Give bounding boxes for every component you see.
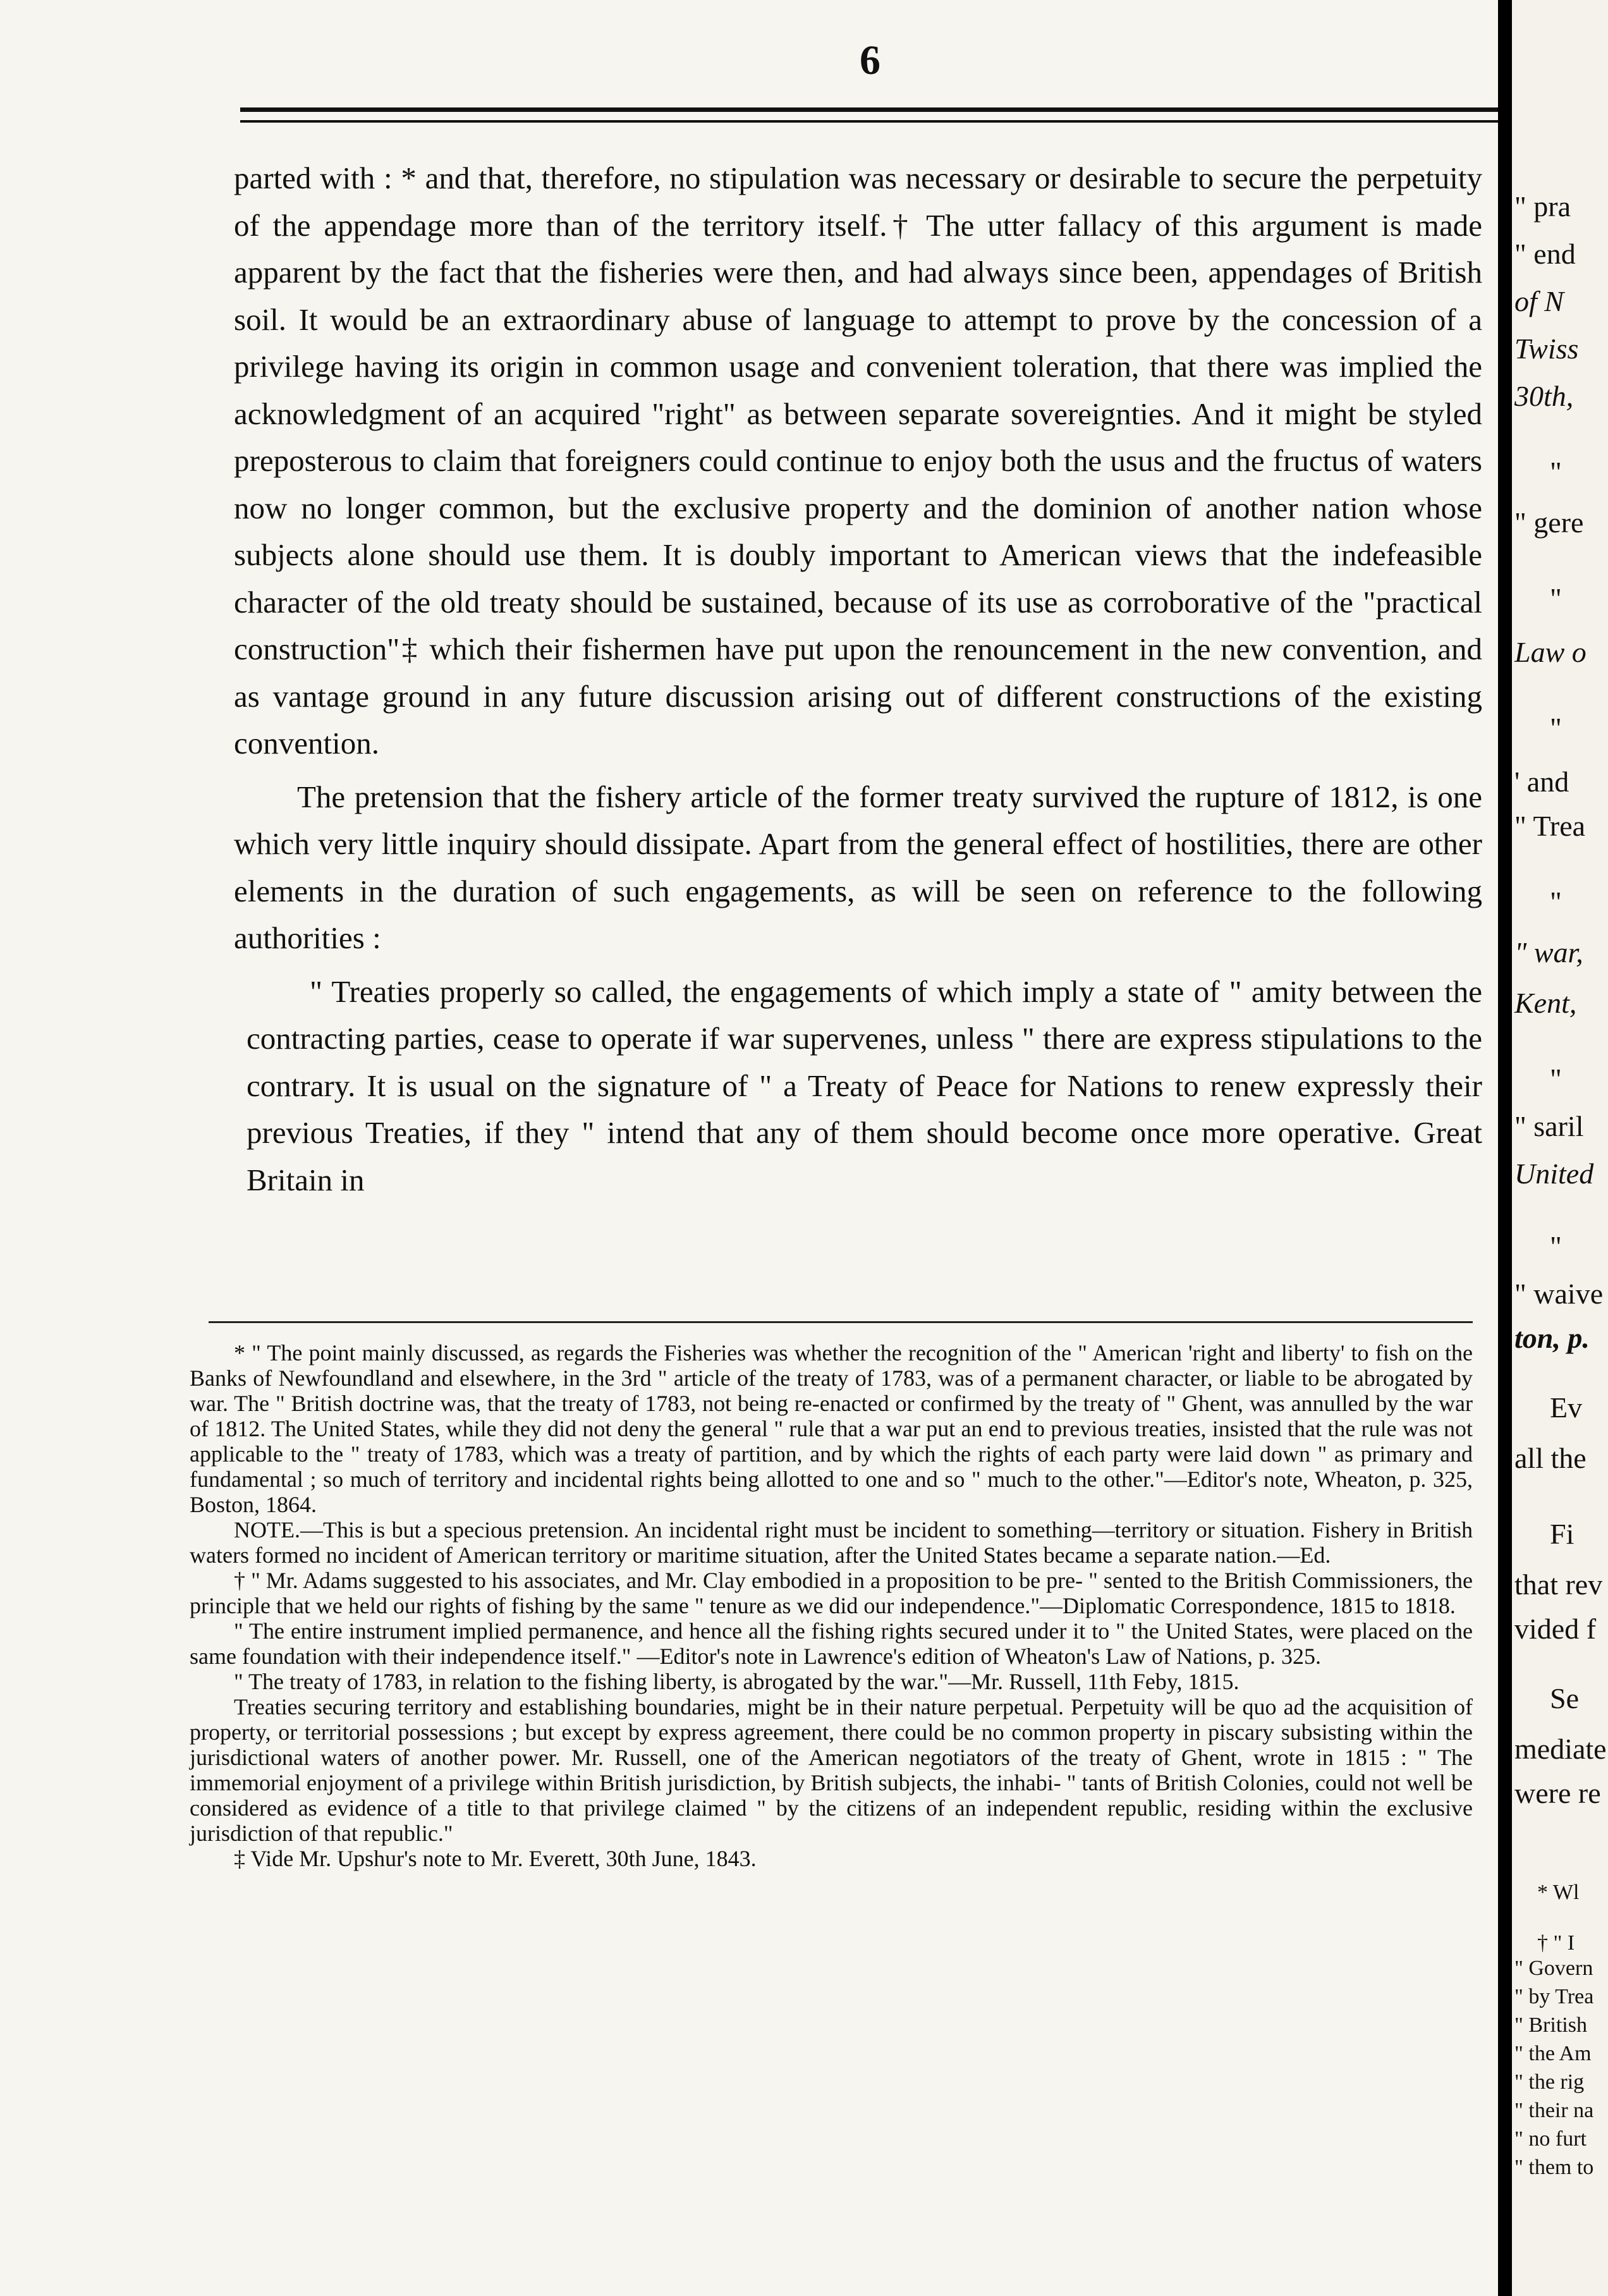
- footnote: † " Mr. Adams suggested to his associates, and Mr. Clay embodied in a proposition to be pre- " sented to the British Commissioners, the principle that we held our rights of fishing by the same " tenure as we did our independence."—Diplomatic Correspondence, 1815 to 1818.: [190, 1568, 1473, 1618]
- footnote: ‡ Vide Mr. Upshur's note to Mr. Everett, 30th June, 1843.: [234, 1846, 757, 1871]
- adjacent-page-fragment: ": [1550, 582, 1562, 614]
- adjacent-page-fragment: of N: [1514, 285, 1564, 317]
- block-quote: " Treaties properly so called, the engagements of which imply a state of " amity between the contracting parties, cease to operate if war supervenes, unless " there are express stipulations to the contrary. It is usual on the signature of " a Treaty of Peace for Nations to renew expressly their previous Treaties, if they " intend that any of them should become once more operative. Great Britain in: [247, 974, 1482, 1197]
- adjacent-page-fragment: United: [1514, 1157, 1594, 1190]
- adjacent-page-fragment: † " I: [1537, 1931, 1575, 1955]
- paragraph: parted with : * and that, therefore, no stipulation was necessary or desirable to secure the perpetuity of the appendage more than of the territory itself.† The utter fallacy of this argument is made apparent by the fact that the fisheries were then, and had always since been, appendages of British soil. It would be an extraordinary abuse of language to attempt to prove by the concession of a privilege having its origin in common usage and convenient toleration, that there was implied the acknowledgment of an acquired "right" as between separate sovereignties. And it might be styled preposterous to claim that foreigners could continue to enjoy both the usus and the fructus of waters now no longer common, but the exclusive property and the dominion of another nation whose subjects alone should use them. It is doubly important to American views that the indefeasible character of the old treaty should be sustained, because of its use as corroborative of the "practical construction"‡ which their fishermen have put upon the renouncement in the new convention, and as vantage ground in any future discussion arising out of different constructions of the existing convention.: [234, 161, 1482, 760]
- adjacent-page-fragment: Twiss: [1514, 333, 1579, 365]
- footnote-divider: [209, 1321, 1473, 1323]
- adjacent-page-fragment: " waive: [1514, 1278, 1604, 1310]
- adjacent-page-fragment: " the rig: [1514, 2070, 1585, 2094]
- adjacent-page-fragment: " by Trea: [1514, 1985, 1594, 2008]
- adjacent-page-fragment: " pra: [1514, 190, 1571, 223]
- adjacent-page-fragment: mediate: [1514, 1733, 1607, 1765]
- body-text: [234, 155, 1482, 1204]
- adjacent-page-fragment: all the: [1514, 1442, 1587, 1474]
- adjacent-page-fragment: " end: [1514, 238, 1576, 270]
- adjacent-page: [1512, 0, 1608, 2296]
- footnote: Treaties securing territory and establishing boundaries, might be in their nature perpetual. Perpetuity will be quo ad the acquisition of property, or territorial possessions ; but except by express agreement, there could be no common property in piscary subsisting within the jurisdictional waters of another power. Mr. Russell, one of the American negotiators of the treaty of Ghent, wrote in 1815 : " The immemorial enjoyment of a privilege within British jurisdiction, by British subjects, the inhabi- " tants of British Colonies, could not well be considered as evidence of a title to that privilege claimed " by the citizens of an independent republic, residing within the exclusive jurisdiction of that republic.": [190, 1694, 1473, 1846]
- adjacent-page-fragment: " Govern: [1514, 1957, 1593, 1980]
- adjacent-page-fragment: " saril: [1514, 1110, 1584, 1142]
- page-number: 6: [860, 37, 880, 83]
- paragraph: The pretension that the fishery article of the former treaty survived the rupture of 1812, is one which very little inquiry should dissipate. Apart from the general effect of hostilities, there are other elements in the duration of such engagements, as will be seen on reference to the following authorities :: [234, 779, 1482, 955]
- adjacent-page-fragment: ": [1550, 1230, 1562, 1262]
- adjacent-page-fragment: ": [1550, 1063, 1562, 1095]
- adjacent-page-fragment: were re: [1514, 1777, 1601, 1809]
- adjacent-page-fragment: Law o: [1514, 636, 1587, 668]
- adjacent-page-edge: [1498, 0, 1608, 2296]
- adjacent-page-fragment: " war,: [1514, 936, 1583, 968]
- adjacent-page-fragment: ": [1550, 886, 1562, 918]
- adjacent-page-fragment: Fi: [1550, 1518, 1574, 1550]
- adjacent-page-fragment: ": [1550, 456, 1562, 488]
- adjacent-page-fragment: Se: [1550, 1682, 1579, 1714]
- adjacent-page-fragment: " gere: [1514, 506, 1584, 539]
- adjacent-page-fragment: " British: [1514, 2013, 1587, 2037]
- adjacent-page-fragment: " the Am: [1514, 2042, 1592, 2065]
- header-rule-thin: [240, 120, 1498, 123]
- adjacent-page-fragment: " them to: [1514, 2156, 1594, 2179]
- adjacent-page-fragment: Ev: [1550, 1391, 1583, 1424]
- adjacent-page-fragment: ' and: [1514, 766, 1569, 798]
- adjacent-page-fragment: ": [1550, 712, 1562, 744]
- footnote: " The treaty of 1783, in relation to the fishing liberty, is abrogated by the war."—Mr. Russell, 11th Feby, 1815.: [234, 1669, 1240, 1694]
- adjacent-page-fragment: " Trea: [1514, 810, 1586, 842]
- footnote: * " The point mainly discussed, as regards the Fisheries was whether the recognition of the " American 'right and liberty' to fish on the Banks of Newfoundland and elsewhere, in the 3rd " article of the treaty of 1783, was of a permanent character, or liable to be abrogated by war. The " British doctrine was, that the treaty of 1783, not being re-enacted or confirmed by the treaty of " Ghent, was annulled by the war of 1812. The United States, while they did not deny the general " rule that a war put an end to previous treaties, insisted that the rule was not applicable to the " treaty of 1783, which was a treaty of partition, and by which the rights of each party were laid down " as primary and fundamental ; so much of territory and incidental rights being allotted to one and so " much to the other."—Editor's note, Wheaton, p. 325, Boston, 1864.: [190, 1340, 1473, 1517]
- header-rule: [240, 107, 1498, 112]
- adjacent-page-fragment: * Wl: [1537, 1881, 1580, 1904]
- adjacent-page-fragment: 30th,: [1514, 380, 1574, 412]
- adjacent-page-fragment: ton, p.: [1514, 1322, 1590, 1354]
- adjacent-page-fragment: vided f: [1514, 1613, 1597, 1645]
- footnotes: [190, 1340, 1473, 1871]
- footnote: " The entire instrument implied permanence, and hence all the fishing rights secured under it to " the United States, were placed on the same foundation with their independence itself." —Editor's note in Lawrence's edition of Wheaton's Law of Nations, p. 325.: [190, 1618, 1473, 1669]
- footnote-note: NOTE.—This is but a specious pretension. An incidental right must be incident to something—territory or situation. Fishery in British waters formed no incident of American territory or maritime situation, after the United States became a separate nation.—Ed.: [190, 1517, 1473, 1568]
- adjacent-page-fragment: " no furt: [1514, 2127, 1587, 2151]
- adjacent-page-fragment: " their na: [1514, 2099, 1594, 2122]
- adjacent-page-fragment: that rev: [1514, 1568, 1603, 1601]
- adjacent-page-fragment: Kent,: [1514, 987, 1577, 1019]
